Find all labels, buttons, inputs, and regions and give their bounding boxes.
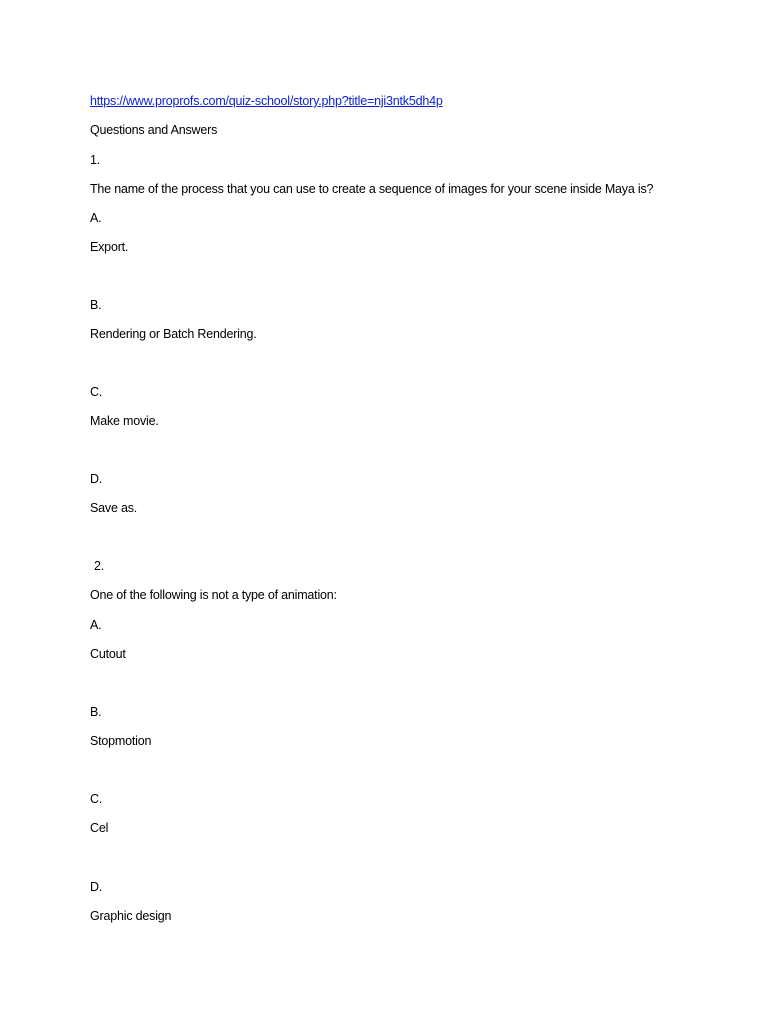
question-2-option-c-answer: Cel	[90, 821, 109, 835]
question-1-option-d-answer: Save as.	[90, 501, 138, 515]
question-1-option-d-letter: D.	[90, 472, 103, 486]
question-2-option-a-letter: A.	[90, 618, 102, 632]
question-2-option-a-answer: Cutout	[90, 647, 126, 661]
question-1-text: The name of the process that you can use to create a sequence of images for your scene inside Maya is?	[90, 182, 654, 196]
question-1-option-b-answer: Rendering or Batch Rendering.	[90, 327, 257, 341]
question-2-option-d-letter: D.	[90, 880, 103, 894]
source-link[interactable]: https://www.proprofs.com/quiz-school/story.php?title=nji3ntk5dh4p	[90, 94, 443, 108]
document-heading: Questions and Answers	[90, 123, 218, 137]
question-2-text: One of the following is not a type of animation:	[90, 588, 337, 602]
question-2-number: 2.	[94, 559, 105, 573]
question-2-option-d-answer: Graphic design	[90, 909, 172, 923]
question-1-option-a-letter: A.	[90, 211, 102, 225]
question-2-option-b-answer: Stopmotion	[90, 734, 152, 748]
question-1-option-b-letter: B.	[90, 298, 102, 312]
question-1-option-c-letter: C.	[90, 385, 103, 399]
question-1-number: 1.	[90, 153, 101, 167]
question-1-option-c-answer: Make movie.	[90, 414, 159, 428]
question-2-option-b-letter: B.	[90, 705, 102, 719]
question-1-option-a-answer: Export.	[90, 240, 129, 254]
question-2-option-c-letter: C.	[90, 792, 103, 806]
